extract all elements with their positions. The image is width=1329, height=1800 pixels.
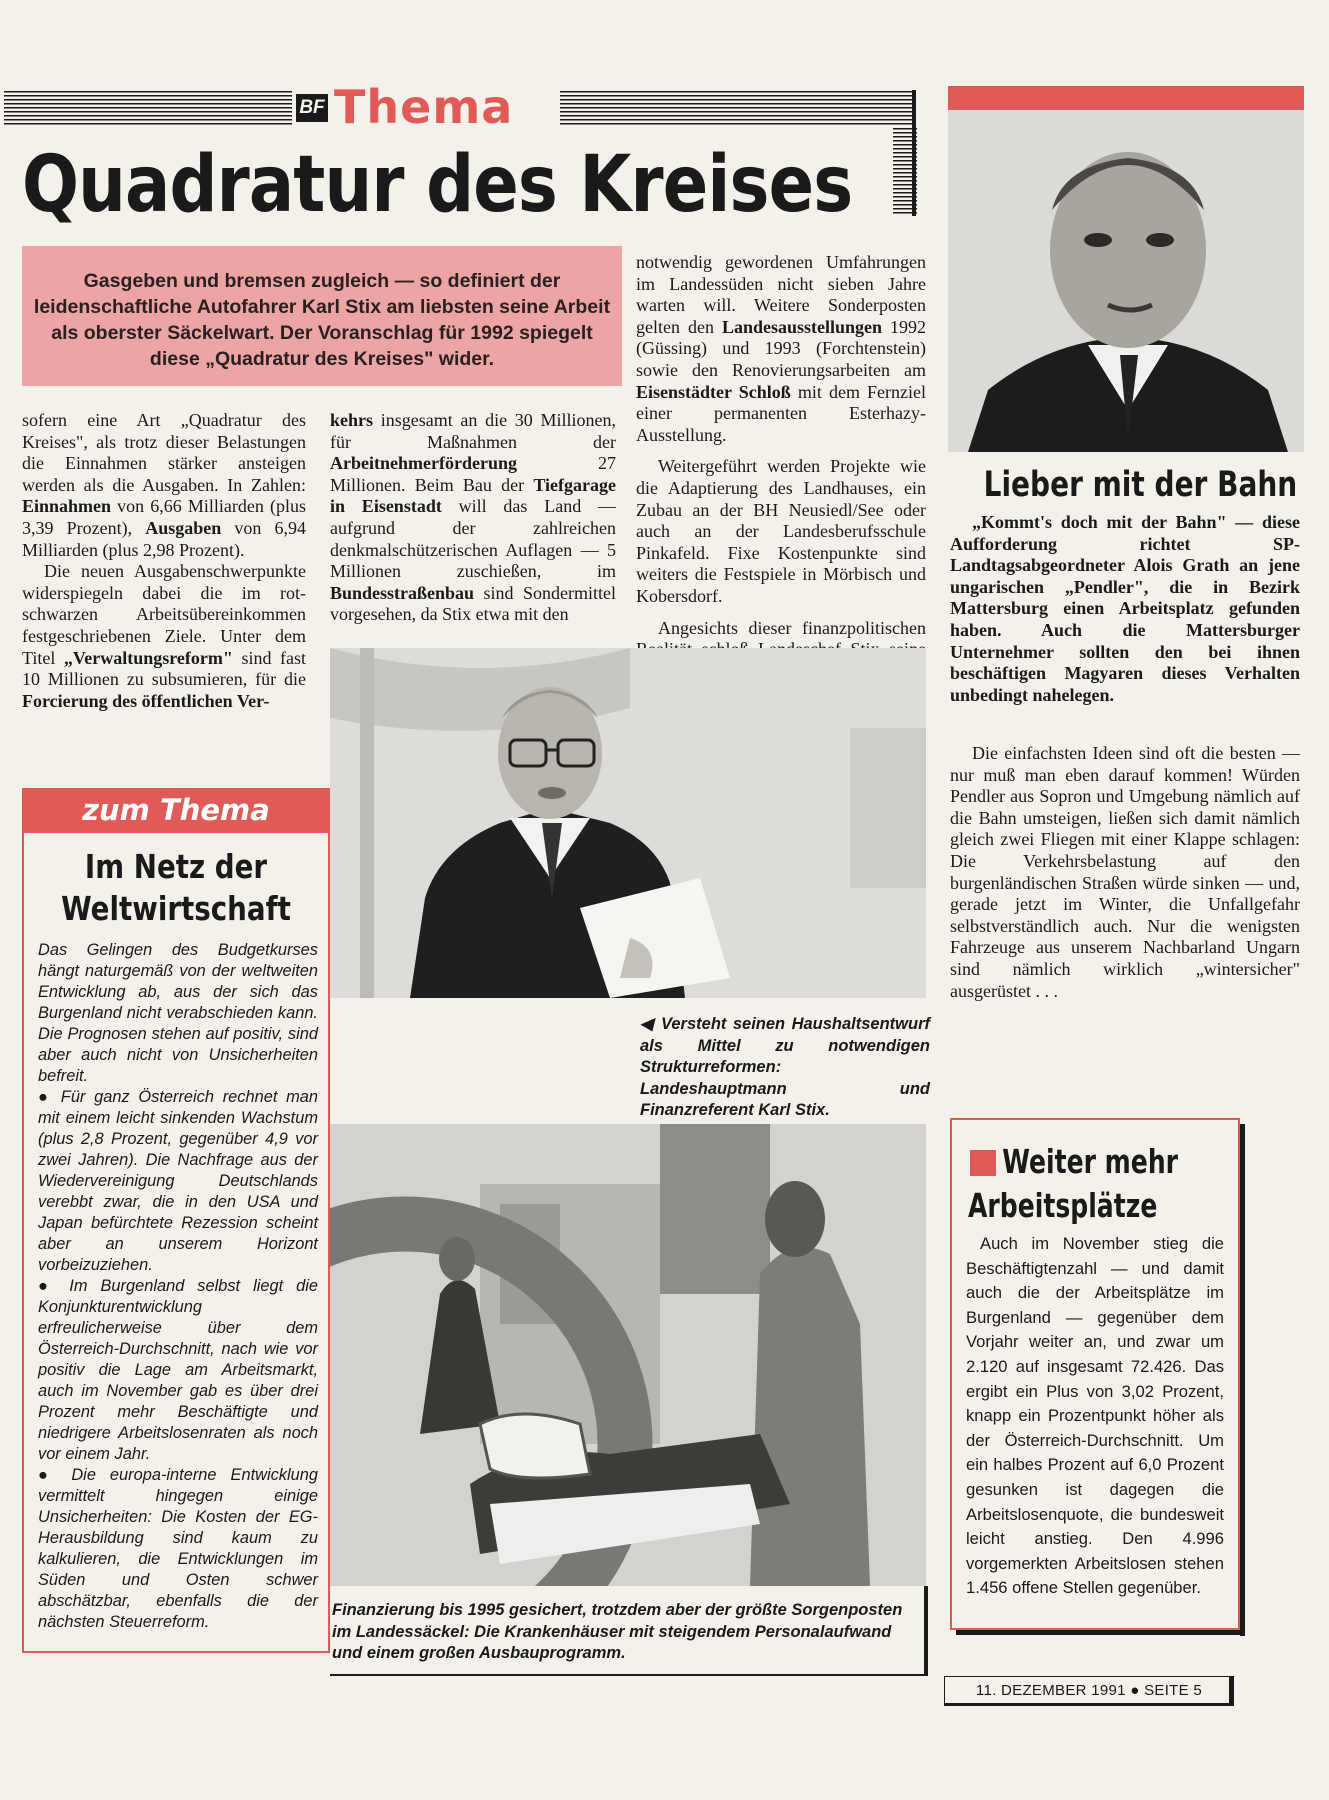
zum-thema-text: Das Gelingen des Budgetkurses hängt naturgemäß von der weltweiten Entwicklung ab, aus der sich das Burgenland nicht verabschieden kann. Die Prognosen stehen auf positiv, sind aber auch nicht von Unsicherheiten befreit. ● Für ganz Österreich rechnet man mit einem leicht sinkenden Wachstum (plus 2,8 Prozent, gegenüber 4,9 vor zwei Jahren). Die Nachfrage aus der Wiedervereinigung Deutschlands verebbt zwar, die in den USA und Japan befürchtete Rezession scheint aber an unserem Horizont vorbeizuziehen. ● Im Burgenland selbst liegt die Konjunkturentwicklung erfreulicherweise über dem Österreich-Durchschnitt, nach wie vor positiv die Lage am Arbeitsmarkt, auch im November gab es über drei Prozent mehr Beschäftigte und niedrigere Arbeitslosenraten als noch vor einem Jahr. ● Die europa-interne Entwicklung vermittelt hingegen einige Unsicherheiten: Die Kosten der EG-Herausbildung sind kaum zu kalkulieren, die Entwicklungen im Süden und Osten schwer abschätzbar, ebenfalls die der nächsten Steuerreform.: [38, 941, 318, 1631]
arbeit-box-shadow-right: [1240, 1124, 1245, 1636]
article-column-2: kehrs insgesamt an die 30 Millionen, für Maßnahmen der Arbeitnehmerförderung 27 Millionen. Beim Bau der Tiefgarage in Eisenstadt will das Land — aufgrund der zahlreichen denkmalschützerischen Auflagen — 5 Millionen zuschießen, im Bundesstraßenbau sind Sondermittel vorgesehen, da Stix etwa mit den: [330, 410, 616, 625]
hospital-caption: Finanzierung bis 1995 gesichert, trotzdem aber der größte Sorgenposten im Landessäckel: Die Krankenhäuser mit steigendem Personalaufwand und einem großen Ausbauprogramm.: [332, 1601, 903, 1662]
arbeit-title: Weiter mehr Arbeitsplätze: [968, 1142, 1179, 1225]
red-accent-bar: [948, 86, 1304, 110]
article-column-1: sofern eine Art „Quadratur des Kreises", als trotz dieser Belastungen die Einnahmen stärker ansteigen werden als die Ausgaben. In Zahlen: Einnahmen von 6,66 Milliarden (plus 3,39 Prozent), Ausgaben von 6,94 Milliarden (plus 2,98 Prozent). Die neuen Ausgabenschwerpunkte widerspiegeln dabei die im rot-schwarzen Arbeitsübereinkommen festgeschriebenen Ziele. Unter dem Titel „Verwaltungsreform" sind fast 10 Millionen zu subsumieren, für die Forcierung des öffentlichen Ver-: [22, 410, 307, 711]
bahn-text: Die einfachsten Ideen sind oft die besten — nur muß man eben darauf kommen! Würden Pendler aus Sopron und Umgebung nämlich auf die Bahn umsteigen, ließen sich damit nämlich gleich zwei Fliegen mit einer Klappe schlagen: Die Verkehrsbelastung auf den burgenländischen Straßen würde sinken — und, gerade jetzt im Winter, die Unfallgefahr selbstverständlich auch. Nur die wenigsten Fahrzeuge aus unserem Nachbarland Ungarn sind nämlich wirklich „wintersicher" ausgerüstet . . .: [950, 743, 1300, 1001]
bahn-title: Lieber mit der Bahn: [983, 465, 1298, 505]
caption-rule-right: [924, 1586, 928, 1676]
section-label: Thema: [334, 80, 514, 134]
bahn-lead: „Kommt's doch mit der Bahn" — diese Aufforderung richtet SP-Landtagsabgeordneter Alois Grath an jene ungarischen „Pendler", die in Bezirk Mattersburg einen Arbeitsplatz gefunden haben. Auch die Mattersburger Unternehmer sollten den bei ihnen beschäftigen Magyaren dieses Verhalten unbedingt nahelegen.: [950, 512, 1300, 705]
caption-underline: [330, 1674, 926, 1676]
grath-photo: [948, 110, 1304, 452]
footer-date-page: 11. DEZEMBER 1991 ● SEITE 5: [975, 1682, 1203, 1699]
stix-caption: ◀ Versteht seinen Haushaltsentwurf als Mittel zu notwendigen Strukturreformen: Landeshauptmann und Finanzreferent Karl Stix.: [640, 1015, 930, 1119]
hospital-photo: [330, 1124, 926, 1586]
header-rule-right: [560, 91, 916, 125]
header-vertical-rule: [893, 128, 917, 216]
zum-thema-label: zum Thema: [82, 793, 270, 827]
bf-logo: BF: [296, 94, 328, 122]
header-rule-left: [4, 91, 292, 125]
lead-text: Gasgeben und bremsen zugleich — so definiert der leidenschaftliche Autofahrer Karl Stix am liebsten seine Arbeit als oberster Säckelwart. Der Voranschlag für 1992 spiegelt diese „Quadratur des Kreises" wider.: [33, 270, 611, 370]
stix-photo: [330, 648, 926, 998]
zum-thema-title: Im Netz der Weltwirtschaft: [61, 847, 291, 928]
arbeit-text: Auch im November stieg die Beschäftigtenzahl — und damit auch die der Arbeitsplätze im Burgenland — gegenüber dem Vorjahr weiter an, und zwar um 2.120 auf insgesamt 72.426. Das ergibt ein Plus von 3,02 Prozent, knapp ein Prozentpunkt höher als der Österreich-Durchschnitt. Um ein halbes Prozent auf 6,0 Prozent gesunken ist dagegen die Arbeitslosenquote, die bundesweit leicht anstieg. Den 4.996 vorgemerkten Arbeitslosen stehen 1.456 offene Stellen gegenüber.: [966, 1234, 1224, 1598]
arbeit-box-shadow-bottom: [956, 1630, 1245, 1635]
article-column-3: notwendig gewordenen Umfahrungen im Landessüden nicht sieben Jahre warten will. Weitere Sonderposten gelten den Landesausstellungen 1992 (Güssing) und 1993 (Forchtenstein) sowie den Renovierungsarbeiten am Eisenstädter Schloß mit dem Fernziel einer permanenten Esterhazy-Ausstellung. Weitergeführt werden Projekte wie die Adaptierung des Landhauses, ein Zubau an der BH Neusiedl/See oder auch an der Landesberufsschule Pinkafeld. Fixe Kostenpunkte sind weiters die Festspiele in Mörbisch und Kobersdorf. Angesichts dieser finanzpolitischen: [636, 252, 926, 638]
page-title: Quadratur des Kreises: [22, 140, 853, 230]
